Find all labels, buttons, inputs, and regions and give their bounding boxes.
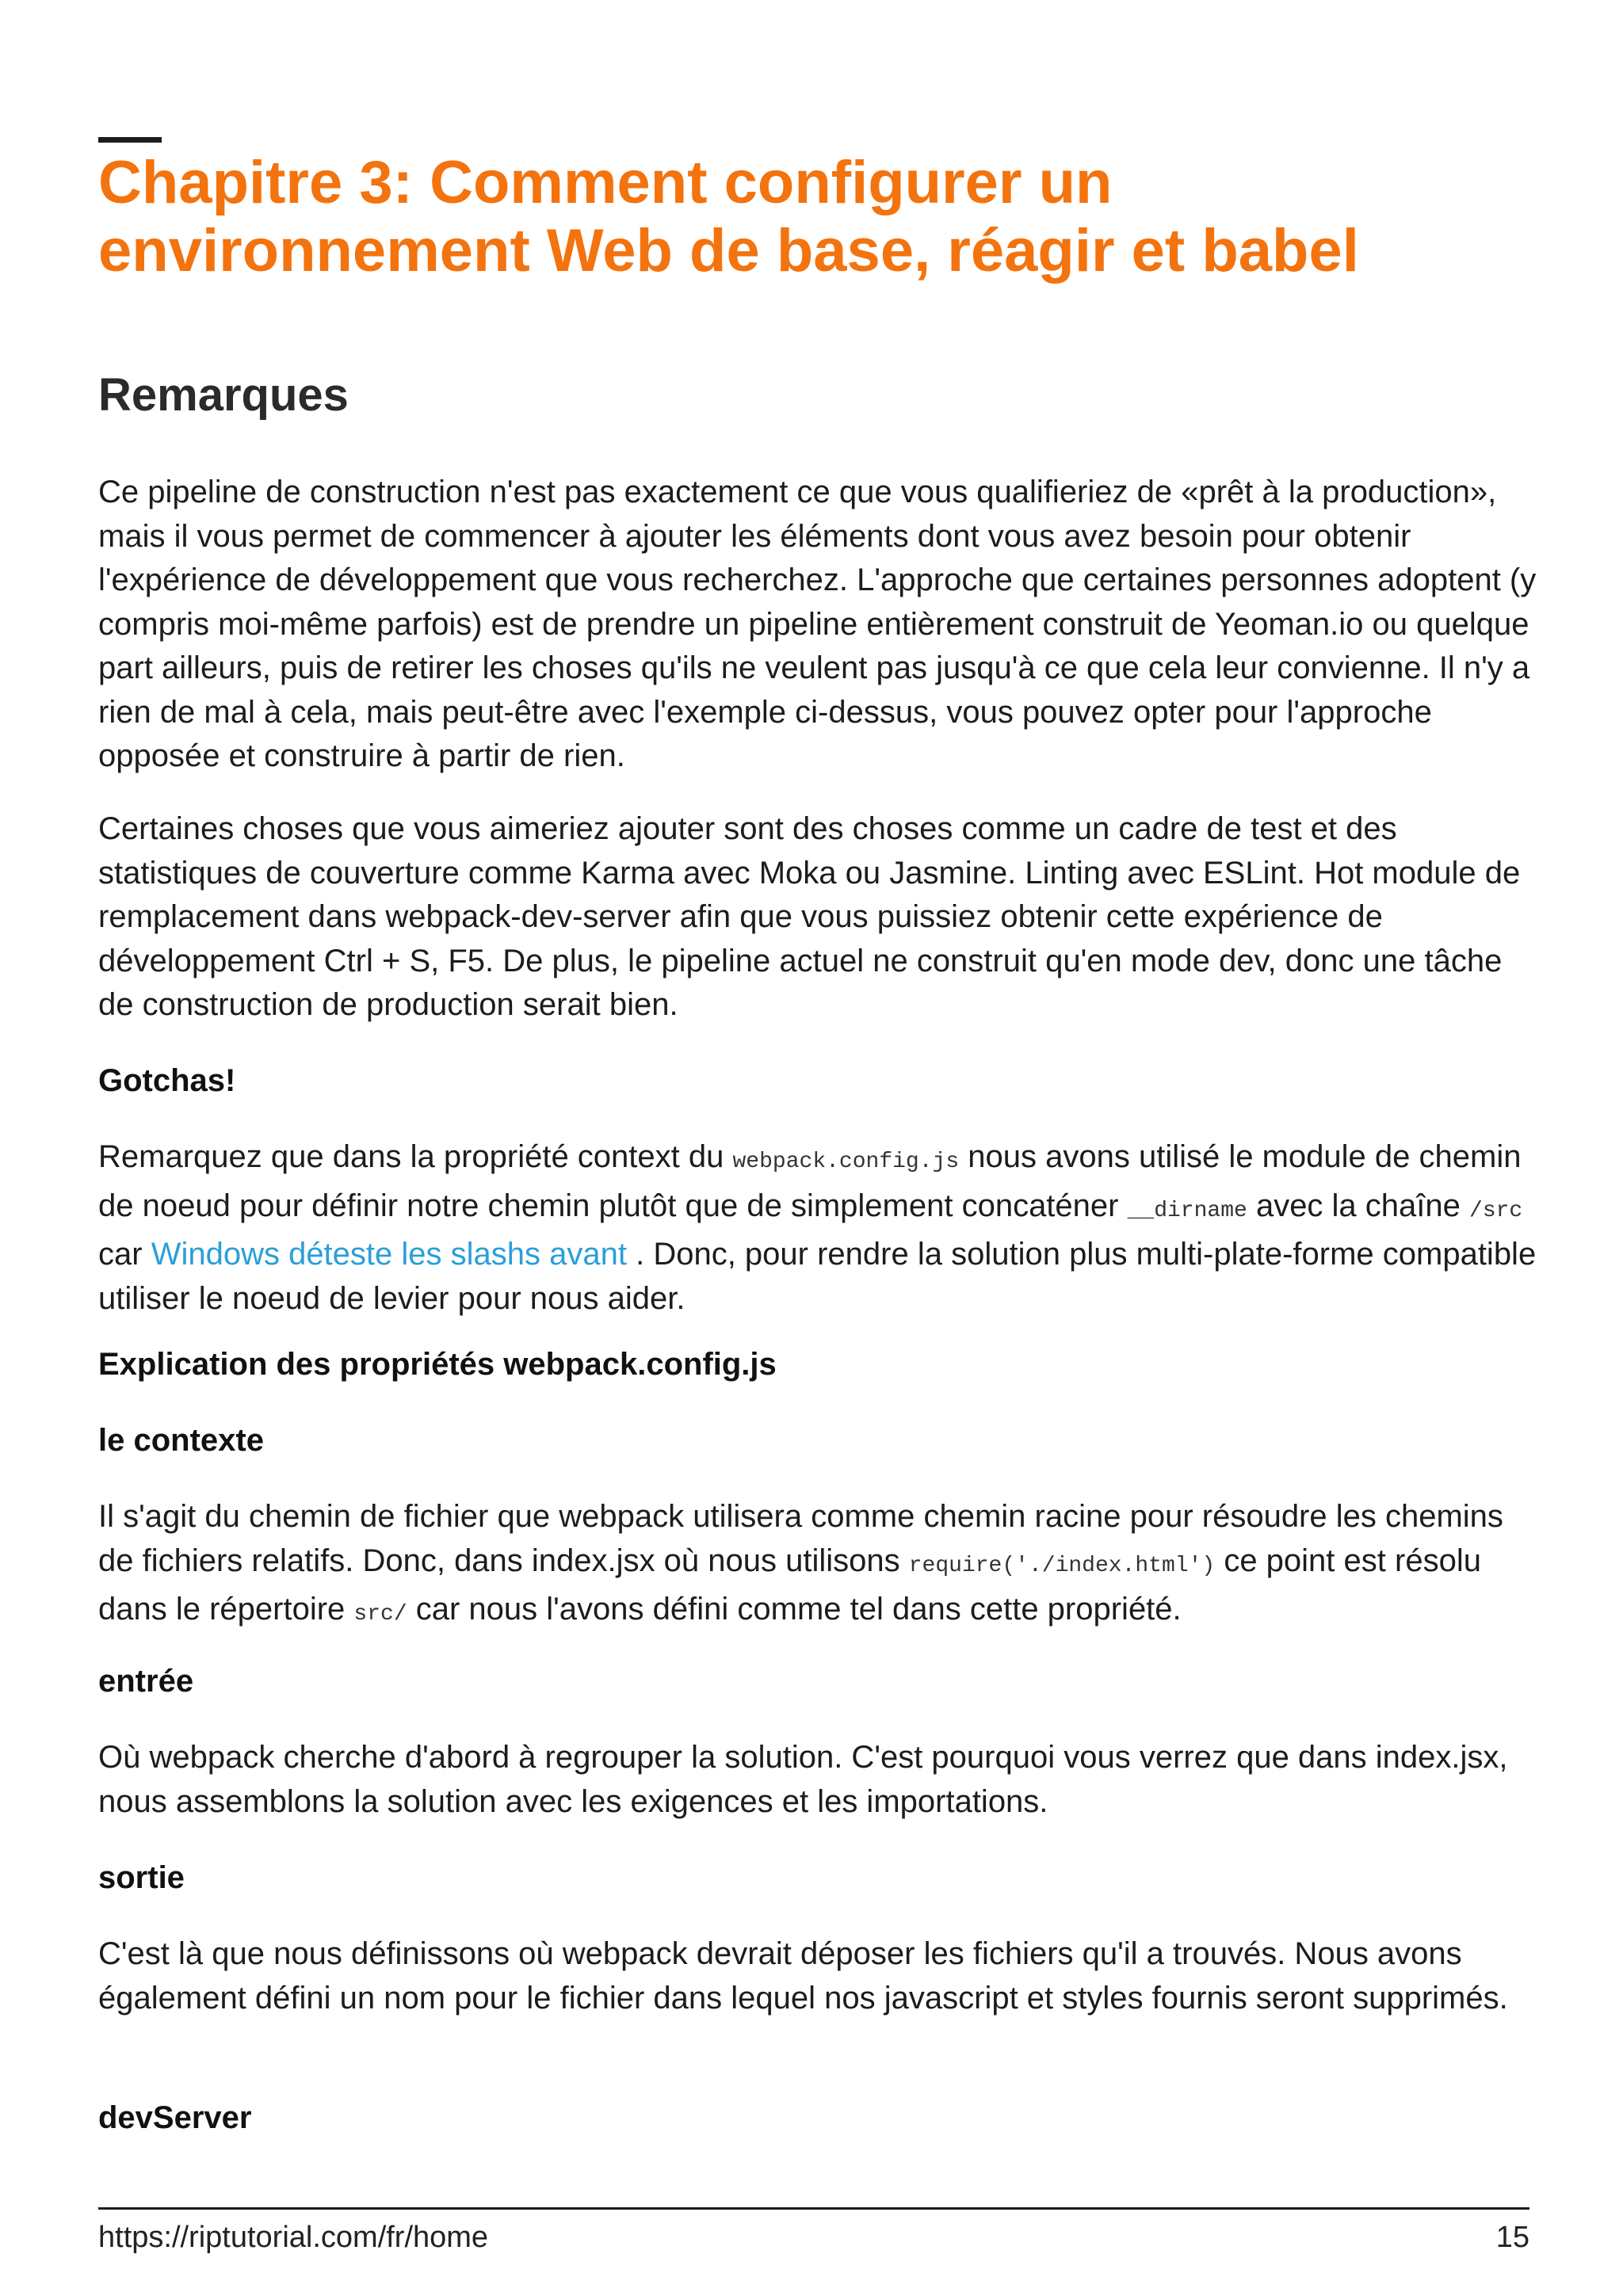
context-text-3: car nous l'avons défini comme tel dans cette propriété. [407,1592,1182,1627]
chapter-title: Chapitre 3: Comment configurer un environnement Web de base, réagir et babel [98,149,1359,284]
explanation-heading: Explication des propriétés webpack.config.js [98,1347,777,1382]
gotchas-text-2: nous avons utilisé le module de chemin de noeud pour définir notre chemin plutôt que de simplement concaténer [98,1139,1522,1223]
remarks-paragraph-2: Certaines choses que vous aimeriez ajouter sont des choses comme un cadre de test et des statistiques de couverture comme Karma avec Moka ou Jasmine. Linting avec ESLint. Hot module de remplacement dans webpack-dev-server afin que vous puissiez obtenir cette expérience de développement Ctrl + S, F5. De plus, le pipeline actuel ne construit qu'en mode dev, donc une tâche de construction de production serait bien. [98,811,1521,1022]
entry-paragraph: Où webpack cherche d'abord à regrouper la solution. C'est pourquoi vous verrez que dans index.jsx, nous assemblons la solution avec les exigences et les importations. [98,1740,1508,1819]
code-src: /src [1469,1198,1523,1223]
gotchas-paragraph [98,1135,1541,1321]
context-heading: le contexte [98,1423,264,1458]
title-accent-bar [98,137,162,143]
gotchas-text-3: avec la chaîne [1247,1188,1470,1223]
entry-heading: entrée [98,1664,194,1699]
gotchas-heading: Gotchas! [98,1063,236,1098]
context-paragraph [98,1495,1541,1637]
context-text-2: ce point est résolu dans le répertoire [98,1543,1481,1627]
section-heading-remarques: Remarques [98,369,349,421]
footer-divider [98,2207,1529,2210]
gotchas-text-4: car [98,1237,151,1272]
page-number: 15 [1495,2221,1529,2254]
remarks-paragraph-1: Ce pipeline de construction n'est pas exactement ce que vous qualifieriez de «prêt à la production», mais il vous permet de commencer à ajouter les éléments dont vous avez besoin pour obtenir l'expérience de développement que vous recherchez. L'approche que certaines personnes adoptent (y compris moi-même parfois) est de prendre un pipeline entièrement construit de Yeoman.io ou quelque part ailleurs, puis de retirer les choses qu'ils ne veulent pas jusqu'à ce que cela leur convienne. Il n'y a rien de mal à cela, mais peut-être avec l'exemple ci-dessus, vous pouvez opter pour l'approche opposée et construire à partir de rien. [98,475,1537,773]
windows-slashes-link[interactable]: Windows déteste les slashs avant [151,1237,627,1272]
output-heading: sortie [98,1860,185,1895]
code-require-index: require('./index.html') [908,1553,1216,1578]
footer-url: https://riptutorial.com/fr/home [98,2221,489,2254]
context-text-1: Il s'agit du chemin de fichier que webpack utilisera comme chemin racine pour résoudre les chemins de fichiers relatifs. Donc, dans index.jsx où nous utilisons [98,1499,1503,1578]
code-webpack-config: webpack.config.js [732,1150,960,1174]
code-src-dir: src/ [353,1602,407,1627]
code-dirname: __dirname [1127,1198,1247,1223]
devserver-heading: devServer [98,2100,252,2135]
gotchas-text-5: . Donc, pour rendre la solution plus multi-plate-forme compatible utiliser le noeud de levier pour nous aider. [98,1237,1537,1316]
gotchas-text-1: Remarquez que dans la propriété context du [98,1139,733,1174]
output-paragraph: C'est là que nous définissons où webpack devrait déposer les fichiers qu'il a trouvés. Nous avons également défini un nom pour le fichier dans lequel nos javascript et styles fournis seront supprimés. [98,1936,1508,2016]
